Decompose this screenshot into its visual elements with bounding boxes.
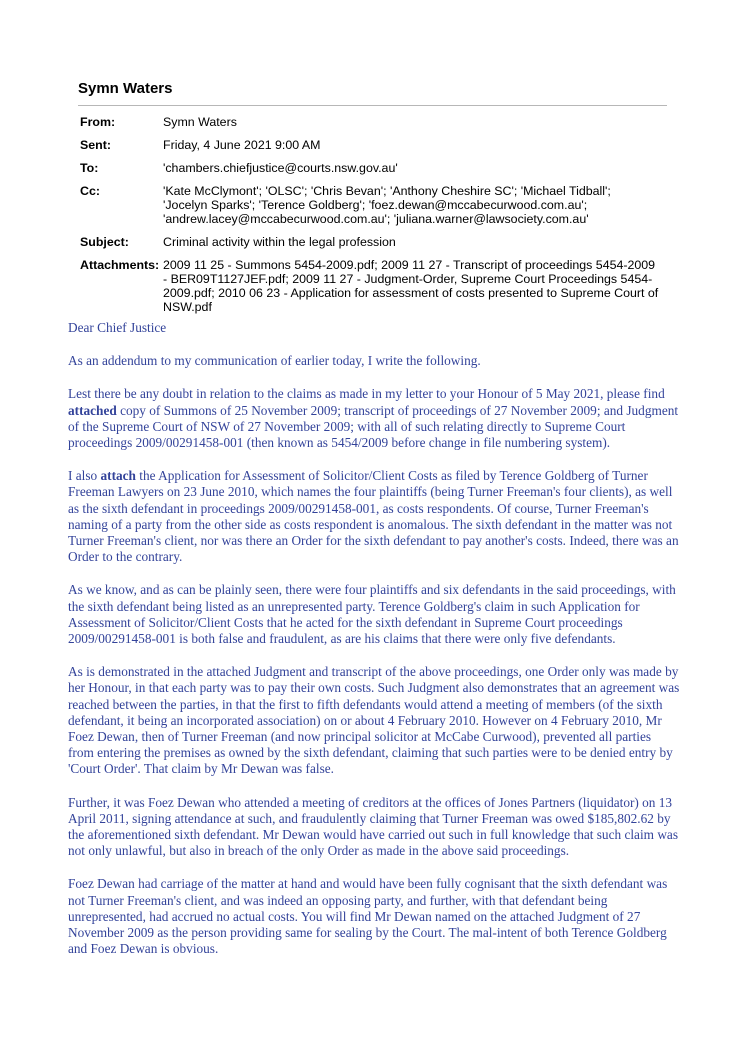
attachment-line: 2009.pdf; 2010 06 23 - Application for assessment of costs presented to Supreme Court of [163,286,659,300]
paragraph-2 [68,386,680,451]
header-divider [78,105,667,106]
paragraph-7: Foez Dewan had carriage of the matter at hand and would have been fully cognisant that the sixth defendant was not Turner Freeman's client, and was indeed an opposing party, and further, with that defendant being unrepresented, had accrued no actual costs. You will find Mr Dewan named on the attached Judgment of 27 November 2009 as the person providing same for sealing by the Court. The mal-intent of both Terence Goldberg and Foez Dewan is obvious. [68,876,668,957]
from-value: Symn Waters [163,115,237,129]
paragraph-6: Further, it was Foez Dewan who attended a meeting of creditors at the offices of Jones Partners (liquidator) on 13 April 2011, signing attendance at such, and fraudulently claiming that Turner Freeman was owed $185,802.62 by the aforementioned sixth defendant. Mr Dewan would have carried out such in full knowledge that such claim was not only unlawful, but also in breach of the only Order as made in the above said proceedings. [68,794,678,859]
paragraph-2-text-a: Lest there be any doubt in relation to the claims as made in my letter to your Honour of 5 May 2021, please find [68,386,665,402]
email-headers [80,115,670,323]
attachments-value [163,258,670,314]
cc-line: 'Jocelyn Sparks'; 'Terence Goldberg'; 'foez.dewan@mccabecurwood.com.au'; [163,198,588,212]
cc-row [80,184,670,226]
salutation: Dear Chief Justice [68,320,167,335]
paragraph-3-text-a: I also [68,468,101,484]
to-row [80,161,670,175]
sender-name-heading: Symn Waters [78,80,173,97]
paragraph-3 [68,468,680,565]
paragraph-1: As an addendum to my communication of earlier today, I write the following. [68,353,481,369]
attached-emphasis: attached [68,402,117,418]
paragraph-3-text-b: the Application for Assessment of Solicitor/Client Costs as filed by Terence Goldberg of Turner Freeman Lawyers on 23 June 2010, which names the four plaintiffs (being Turner Freeman's four clients), as well as the sixth defendant in proceedings 2009/00291458-001, as costs respondents. Of course, Turner Freeman's naming of a party from the other side as costs respondent is anomalous. The sixth defendant in the matter was not Turner Freeman's client, nor was there an Order for the sixth defendant to pay another's costs. Indeed, there was an Order to the contrary. [68,468,679,565]
paragraph-5: As is demonstrated in the attached Judgment and transcript of the above proceedings, one Order only was made by her Honour, in that each party was to pay their own costs. Such Judgment also demonstrates that an agreement was reached between the parties, in that the first to fifth defendants would attend a meeting of members (of the sixth defendant, it being an incorporated association) on or about 4 February 2010. However on 4 February 2010, Mr Foez Dewan, then of Turner Freeman (and now principal solicitor at McCabe Curwood), prevented all parties from entering the premises as owned by the sixth defendant, claiming that such parties were to be denied entry by 'Court Order'. That claim by Mr Dewan was false. [68,664,680,777]
to-label: To: [80,161,99,175]
subject-label: Subject: [80,235,129,249]
attachment-line: 2009 11 25 - Summons 5454-2009.pdf; 2009 11 27 - Transcript of proceedings 5454-2009 [163,258,656,272]
email-body [68,320,680,975]
attach-emphasis: attach [100,468,136,484]
from-row [80,115,670,129]
from-label: From: [80,115,116,129]
attachments-row [80,258,670,314]
to-value: 'chambers.chiefjustice@courts.nsw.gov.au' [163,161,398,175]
cc-label: Cc: [80,184,100,198]
subject-value: Criminal activity within the legal profession [163,235,396,249]
attachment-line: - BER09T1127JEF.pdf; 2009 11 27 - Judgment-Order, Supreme Court Proceedings 5454- [163,272,653,286]
sent-value: Friday, 4 June 2021 9:00 AM [163,138,321,152]
paragraph-4: As we know, and as can be plainly seen, there were four plaintiffs and six defendants in the said proceedings, with the sixth defendant being listed as an unrepresented party. Terence Goldberg's claim in such Application for Assessment of Solicitor/Client Costs that he acted for the sixth defendant in Supreme Court proceedings 2009/00291458-001 is both false and fraudulent, as are his claims that there were only five defendants. [68,582,676,647]
sent-label: Sent: [80,138,111,152]
attachments-label: Attachments: [80,258,160,272]
cc-line: 'andrew.lacey@mccabecurwood.com.au'; 'juliana.warner@lawsociety.com.au' [163,212,589,226]
cc-value [163,184,670,226]
attachment-line: NSW.pdf [163,300,212,314]
cc-line: 'Kate McClymont'; 'OLSC'; 'Chris Bevan'; 'Anthony Cheshire SC'; 'Michael Tidball'; [163,184,611,198]
sent-row [80,138,670,152]
subject-row [80,235,670,249]
paragraph-2-text-b: copy of Summons of 25 November 2009; transcript of proceedings of 27 November 2009; and Judgment of the Supreme Court of NSW of 27 November 2009; with all of such relating directly to Supreme Court proceedings 2009/00291458-001 (then known as 5454/2009 before change in file numbering system). [68,402,679,451]
